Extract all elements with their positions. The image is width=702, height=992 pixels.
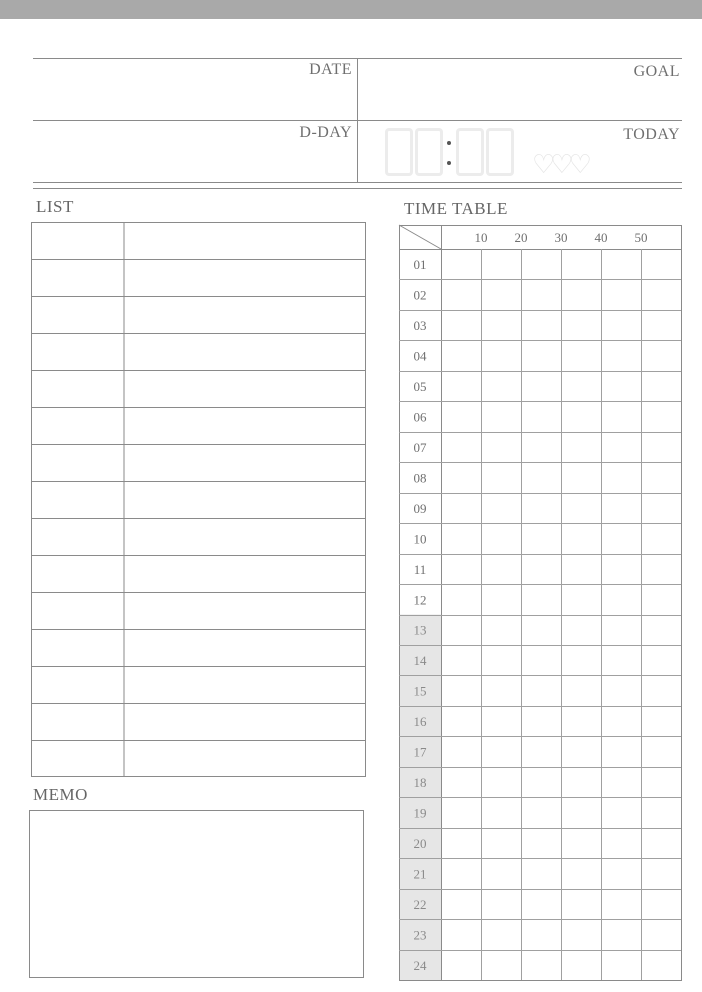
timetable-cell[interactable]: [442, 250, 480, 278]
timetable-cell[interactable]: [522, 890, 560, 918]
timetable-cell[interactable]: [482, 250, 520, 278]
timetable-cell[interactable]: [482, 311, 520, 339]
timetable-cell[interactable]: [442, 341, 480, 369]
timetable-cell[interactable]: [602, 433, 640, 461]
timetable-cell[interactable]: [642, 280, 680, 308]
timetable-cell[interactable]: [442, 951, 480, 979]
timetable-cell[interactable]: [522, 951, 560, 979]
timetable-cell[interactable]: [642, 585, 680, 613]
timetable-cell[interactable]: [442, 280, 480, 308]
timetable-cell[interactable]: [602, 768, 640, 796]
timetable-cell[interactable]: [562, 585, 600, 613]
timetable-cell[interactable]: [562, 433, 600, 461]
dday-label: D-DAY: [299, 124, 352, 141]
timetable-cell[interactable]: [482, 585, 520, 613]
minute-label: 10: [474, 230, 488, 245]
timetable-cell[interactable]: [442, 829, 480, 857]
timetable-cell[interactable]: [642, 555, 680, 583]
timetable-cell[interactable]: [562, 372, 600, 400]
timetable-cell[interactable]: [482, 494, 520, 522]
timetable-cell[interactable]: [522, 341, 560, 369]
timetable-cell[interactable]: [602, 616, 640, 644]
timetable-cell[interactable]: [442, 372, 480, 400]
timetable-cell[interactable]: [562, 555, 600, 583]
timetable-cell[interactable]: [602, 951, 640, 979]
timetable-cell[interactable]: [482, 372, 520, 400]
timetable-cell[interactable]: [602, 555, 640, 583]
timetable-cell[interactable]: [642, 920, 680, 948]
hour-label: 21: [413, 866, 427, 882]
hour-label: 02: [413, 287, 427, 303]
timetable-cell[interactable]: [642, 707, 680, 735]
timetable-cell[interactable]: [482, 859, 520, 887]
timetable-cell[interactable]: [642, 402, 680, 430]
timetable-cell[interactable]: [562, 646, 600, 674]
timetable-cell[interactable]: [562, 737, 600, 765]
timetable-cell[interactable]: [442, 768, 480, 796]
timetable-cell[interactable]: [522, 555, 560, 583]
timetable-cell[interactable]: [522, 676, 560, 704]
timetable-cell[interactable]: [602, 585, 640, 613]
timetable-cell[interactable]: [522, 402, 560, 430]
timetable-cell[interactable]: [522, 585, 560, 613]
timetable-cell[interactable]: [602, 798, 640, 826]
hour-label: 13: [413, 622, 427, 638]
timetable-cell[interactable]: [602, 859, 640, 887]
timetable-cell[interactable]: [442, 920, 480, 948]
timetable-cell[interactable]: [442, 585, 480, 613]
hour-label: 04: [413, 348, 427, 364]
timetable-cell[interactable]: [642, 798, 680, 826]
timetable-cell[interactable]: [642, 768, 680, 796]
timetable-cell[interactable]: [562, 859, 600, 887]
timetable-cell[interactable]: [562, 951, 600, 979]
timetable-cell[interactable]: [482, 890, 520, 918]
timetable-cell[interactable]: [482, 768, 520, 796]
minute-label: 40: [594, 230, 608, 245]
hour-label: 15: [413, 683, 427, 699]
timetable-cell[interactable]: [642, 250, 680, 278]
timetable-cell[interactable]: [482, 402, 520, 430]
timetable-cell[interactable]: [522, 859, 560, 887]
timetable-cell[interactable]: [442, 616, 480, 644]
timetable-cell[interactable]: [442, 433, 480, 461]
timetable-cell[interactable]: [642, 890, 680, 918]
hour-label: 16: [413, 714, 427, 730]
list-title: LIST: [36, 197, 74, 216]
hour-label: 12: [413, 592, 427, 608]
timetable-cell[interactable]: [562, 768, 600, 796]
timetable-cell[interactable]: [522, 737, 560, 765]
timetable-cell[interactable]: [522, 250, 560, 278]
timetable-cell[interactable]: [562, 798, 600, 826]
timetable-cell[interactable]: [602, 524, 640, 552]
hour-label: 20: [413, 835, 427, 851]
timetable-cell[interactable]: [602, 311, 640, 339]
timetable-cell[interactable]: [602, 341, 640, 369]
hearts-icon: ♡♡♡: [532, 150, 587, 180]
timetable-cell[interactable]: [562, 524, 600, 552]
timetable-cell[interactable]: [602, 737, 640, 765]
timetable-cell[interactable]: [562, 494, 600, 522]
hour-label: 01: [413, 257, 427, 273]
timetable-cell[interactable]: [602, 920, 640, 948]
hour-label: 23: [413, 927, 427, 943]
timetable-cell[interactable]: [642, 433, 680, 461]
timetable-cell[interactable]: [562, 616, 600, 644]
timetable-cell[interactable]: [642, 372, 680, 400]
timetable-cell[interactable]: [442, 676, 480, 704]
timetable-cell[interactable]: [562, 890, 600, 918]
timetable-cell[interactable]: [562, 920, 600, 948]
timetable-cell[interactable]: [482, 737, 520, 765]
timetable-cell[interactable]: [642, 951, 680, 979]
timetable-cell[interactable]: [442, 524, 480, 552]
timetable-cell[interactable]: [642, 616, 680, 644]
timetable-cell[interactable]: [522, 920, 560, 948]
timetable-cell[interactable]: [522, 372, 560, 400]
timetable-cell[interactable]: [642, 494, 680, 522]
timetable-cell[interactable]: [442, 859, 480, 887]
timetable-cell[interactable]: [442, 798, 480, 826]
timetable-cell[interactable]: [442, 555, 480, 583]
timetable-cell[interactable]: [482, 707, 520, 735]
timetable-cell[interactable]: [602, 372, 640, 400]
timetable-cell[interactable]: [482, 951, 520, 979]
timetable-cell[interactable]: [442, 707, 480, 735]
minute-label: 30: [554, 230, 568, 245]
hour-label: 07: [413, 439, 427, 455]
timetable-cell[interactable]: [602, 829, 640, 857]
timetable-cell[interactable]: [602, 463, 640, 491]
timetable-cell[interactable]: [602, 646, 640, 674]
timetable-cell[interactable]: [522, 829, 560, 857]
timetable-cell[interactable]: [602, 890, 640, 918]
timetable-cell[interactable]: [482, 280, 520, 308]
hour-label: 10: [413, 531, 427, 547]
timetable-cell[interactable]: [642, 524, 680, 552]
date-label: DATE: [309, 61, 352, 78]
hour-label: 19: [413, 805, 427, 821]
hour-label: 06: [413, 409, 427, 425]
timetable-cell[interactable]: [482, 463, 520, 491]
timetable-cell[interactable]: [562, 463, 600, 491]
timetable-cell[interactable]: [562, 402, 600, 430]
timetable-cell[interactable]: [562, 829, 600, 857]
timetable-cell[interactable]: [522, 798, 560, 826]
timetable-cell[interactable]: [442, 463, 480, 491]
timetable-cell[interactable]: [522, 433, 560, 461]
hour-label: 03: [413, 318, 427, 334]
timetable-cell[interactable]: [562, 676, 600, 704]
timetable-cell[interactable]: [562, 250, 600, 278]
timetable-cell[interactable]: [602, 676, 640, 704]
timetable-cell[interactable]: [642, 737, 680, 765]
timetable-cell[interactable]: [442, 311, 480, 339]
timetable-cell[interactable]: [562, 311, 600, 339]
today-label: TODAY: [623, 126, 680, 143]
timetable-cell[interactable]: [642, 463, 680, 491]
timetable-cell[interactable]: [642, 829, 680, 857]
timetable-cell[interactable]: [522, 524, 560, 552]
timetable-cell[interactable]: [602, 707, 640, 735]
hour-label: 17: [413, 744, 427, 760]
timetable-cell[interactable]: [642, 676, 680, 704]
hour-label: 05: [413, 379, 427, 395]
timetable-cell[interactable]: [562, 707, 600, 735]
timetable-cell[interactable]: [562, 280, 600, 308]
timetable-cell[interactable]: [482, 433, 520, 461]
timetable-cell[interactable]: [482, 829, 520, 857]
corner-diagonal: [399, 225, 441, 249]
timetable-cell[interactable]: [602, 494, 640, 522]
timetable-cell[interactable]: [482, 341, 520, 369]
minute-label: 20: [514, 230, 528, 245]
timetable-cell[interactable]: [642, 859, 680, 887]
timetable-cell[interactable]: [602, 280, 640, 308]
hour-label: 14: [413, 653, 427, 669]
timetable-cell[interactable]: [522, 616, 560, 644]
timetable-cell[interactable]: [562, 341, 600, 369]
timetable-cell[interactable]: [642, 646, 680, 674]
minute-label: 50: [634, 230, 648, 245]
timetable-cell[interactable]: [482, 616, 520, 644]
timetable-cell[interactable]: [482, 676, 520, 704]
timetable-cell[interactable]: [522, 463, 560, 491]
timetable-cell[interactable]: [642, 341, 680, 369]
timetable-cell[interactable]: [522, 768, 560, 796]
timetable-cell[interactable]: [522, 311, 560, 339]
timetable-cell[interactable]: [442, 890, 480, 918]
timetable-title: TIME TABLE: [404, 199, 508, 218]
timetable-cell[interactable]: [482, 646, 520, 674]
timetable-cell[interactable]: [522, 707, 560, 735]
timetable-cell[interactable]: [442, 494, 480, 522]
timetable-cell[interactable]: [442, 737, 480, 765]
timetable-cell[interactable]: [482, 798, 520, 826]
timetable-cell[interactable]: [442, 646, 480, 674]
timetable-cell[interactable]: [482, 555, 520, 583]
timetable-cell[interactable]: [602, 250, 640, 278]
hour-label: 22: [413, 896, 427, 912]
timetable-cell[interactable]: [642, 311, 680, 339]
timetable-cell[interactable]: [482, 524, 520, 552]
timetable-cell[interactable]: [482, 920, 520, 948]
timetable-cell[interactable]: [442, 402, 480, 430]
goal-label: GOAL: [633, 63, 680, 80]
hour-label: 08: [413, 470, 427, 486]
hour-label: 24: [413, 957, 427, 973]
timetable-cell[interactable]: [522, 494, 560, 522]
hour-label: 18: [413, 775, 427, 791]
hour-label: 11: [413, 561, 427, 577]
timetable-cell[interactable]: [602, 402, 640, 430]
hour-label: 09: [413, 500, 427, 516]
timetable-cell[interactable]: [522, 646, 560, 674]
memo-title: MEMO: [33, 785, 88, 804]
timetable-cell[interactable]: [522, 280, 560, 308]
